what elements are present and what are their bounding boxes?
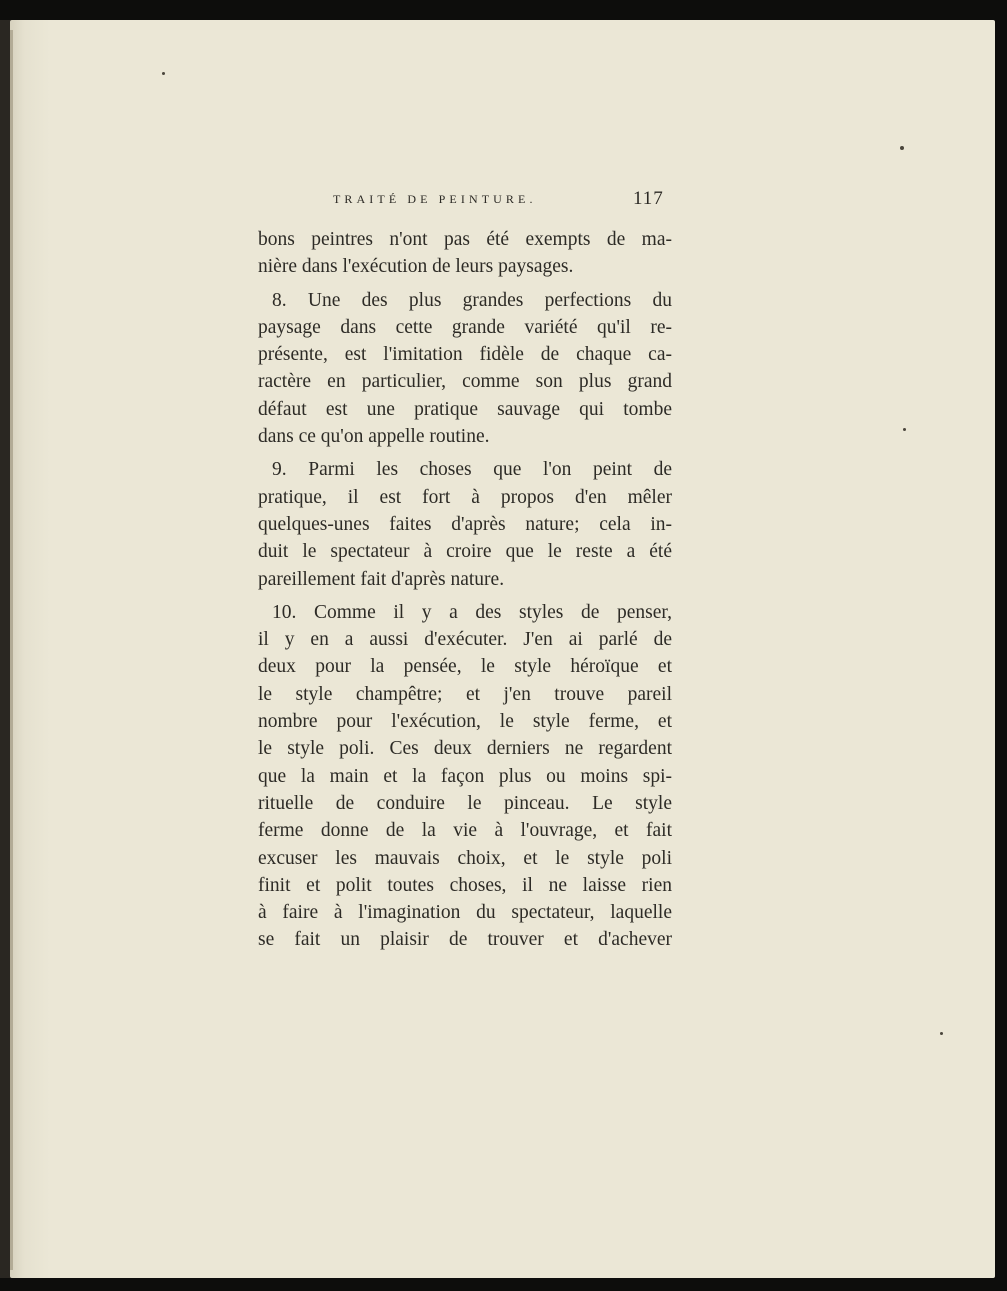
text-line: 9. Parmi les choses que l'on peint de bbox=[272, 459, 672, 481]
text-line: nombre pour l'exécution, le style ferme, et bbox=[258, 711, 672, 733]
text-line: quelques-unes faites d'après nature; cela in- bbox=[258, 513, 672, 535]
text-line: à faire à l'imagination du spectateur, laquelle bbox=[258, 902, 672, 924]
text-line: présente, est l'imitation fidèle de chaque ca- bbox=[258, 344, 672, 366]
text-line: se fait un plaisir de trouver et d'achever bbox=[258, 929, 672, 951]
text-line: 10. Comme il y a des styles de penser, bbox=[272, 601, 672, 623]
text-line: finit et polit toutes choses, il ne laisse rien bbox=[258, 874, 672, 896]
text-line: nière dans l'exécution de leurs paysages. bbox=[258, 256, 574, 278]
text-line: ractère en particulier, comme son plus grand bbox=[258, 371, 672, 393]
text-line: le style poli. Ces deux derniers ne regardent bbox=[258, 738, 672, 760]
body-text bbox=[258, 226, 672, 954]
text-line: dans ce qu'on appelle routine. bbox=[258, 426, 490, 448]
text-line: rituelle de conduire le pinceau. Le style bbox=[258, 792, 672, 814]
text-line: 8. Une des plus grandes perfections du bbox=[272, 289, 672, 311]
running-head-title: TRAITÉ DE PEINTURE. bbox=[333, 192, 537, 206]
paper-speck bbox=[162, 72, 165, 75]
text-line: défaut est une pratique sauvage qui tombe bbox=[258, 398, 672, 420]
text-line: paysage dans cette grande variété qu'il re- bbox=[258, 316, 672, 338]
paper-speck bbox=[903, 428, 906, 431]
page-edge bbox=[10, 30, 13, 1270]
running-head bbox=[333, 188, 678, 212]
text-line: bons peintres n'ont pas été exempts de ma- bbox=[258, 229, 672, 250]
text-line: ferme donne de la vie à l'ouvrage, et fait bbox=[258, 820, 672, 842]
text-line: pratique, il est fort à propos d'en mêler bbox=[258, 486, 672, 508]
text-line: pareillement fait d'après nature. bbox=[258, 568, 505, 590]
text-line: que la main et la façon plus ou moins spi- bbox=[258, 765, 672, 787]
text-line: il y en a aussi d'exécuter. J'en ai parlé de bbox=[258, 629, 672, 651]
paper-speck bbox=[940, 1032, 943, 1035]
text-line: le style champêtre; et j'en trouve pareil bbox=[258, 683, 672, 705]
paper-speck bbox=[900, 146, 904, 150]
text-line: duit le spectateur à croire que le reste a été bbox=[258, 541, 672, 563]
text-line: deux pour la pensée, le style héroïque et bbox=[258, 656, 672, 678]
page-number: 117 bbox=[633, 188, 664, 209]
text-line: excuser les mauvais choix, et le style poli bbox=[258, 847, 672, 869]
